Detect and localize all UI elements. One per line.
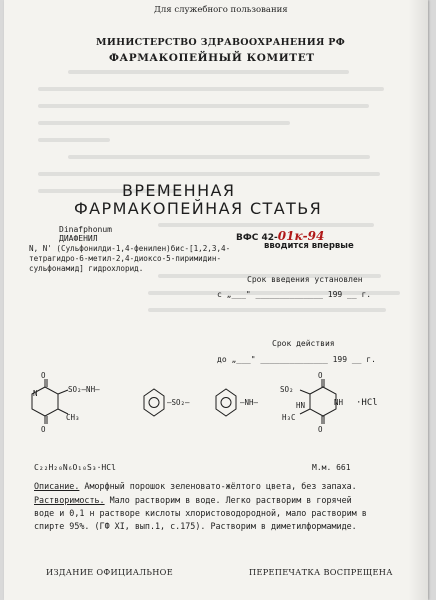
chemical-name-line-3: сульфонамид] гидрохлорид.	[29, 264, 144, 273]
right-benzene-ring	[216, 389, 236, 416]
footer-official-edition: ИЗДАНИЕ ОФИЦИАЛЬНОЕ	[46, 567, 173, 577]
left-n-label: N	[33, 389, 38, 398]
right-h3c: H₃C	[282, 413, 296, 422]
solubility-line-1	[34, 495, 352, 505]
molecular-mass: М.м. 661	[312, 463, 351, 472]
left-sulfonamide: SO₂–NH–	[68, 385, 100, 394]
hcl-label: ·HCl	[356, 398, 378, 408]
structural-formula	[4, 372, 428, 460]
drug-latin-name: Dinafphonum	[59, 225, 112, 234]
term-validity-label: Срок действия	[272, 339, 335, 348]
solubility-label: Растворимость.	[34, 495, 105, 505]
ministry-heading: МИНИСТЕРСТВО ЗДРАВООХРАНЕНИЯ РФ	[96, 37, 346, 48]
term-established-label: Срок введения установлен	[247, 275, 363, 284]
left-o-bottom: O	[41, 425, 46, 434]
chemical-name-line-1: N, N' (Сульфонилди-1,4-фенилен)бис-[1,2,3,4-	[29, 244, 231, 253]
description-text: Аморфный порошок зеленовато-жёлтого цвета, без запаха.	[79, 481, 357, 491]
right-so2: SO₂	[280, 385, 294, 394]
page-edge-shadow	[408, 0, 428, 600]
right-pyrimidine-ring	[310, 387, 336, 416]
left-benzene-ring	[144, 389, 164, 416]
term-validity-date: до „___" ______________ 199 __ г.	[217, 355, 376, 364]
solubility-text-1: Мало растворим в воде. Легко растворим в горячей	[104, 495, 352, 505]
left-o-top: O	[41, 372, 46, 380]
right-o-top: O	[318, 372, 323, 380]
chemical-name-line-2: тетрагидро-6-метил-2,4-диоксо-5-пиримидин-	[29, 254, 222, 263]
title-line-1: ВРЕМЕННАЯ	[122, 181, 236, 200]
footer-reprint-prohibited: ПЕРЕПЕЧАТКА ВОСПРЕЩЕНА	[249, 567, 393, 577]
title-line-2: ФАРМАКОПЕЙНАЯ СТАТЬЯ	[74, 199, 323, 218]
description-label: Описание.	[34, 481, 80, 491]
center-so2: –SO₂–	[167, 398, 190, 407]
solubility-line-3: спирте 95%. (ГФ XI, вып.1, с.175). Растворим в диметилформамиде.	[34, 521, 357, 531]
left-ch3: CH₃	[66, 413, 80, 422]
classification-note: Для служебного пользования	[154, 5, 288, 15]
right-nh-label: NH	[334, 398, 344, 407]
description-paragraph	[34, 481, 357, 491]
right-o-bottom: O	[318, 425, 323, 434]
committee-heading: ФАРМАКОПЕЙНЫЙ КОМИТЕТ	[109, 52, 315, 64]
solubility-line-2: воде и 0,1 н растворе кислоты хлористоводородной, мало растворим в	[34, 508, 367, 518]
document-page	[4, 0, 428, 600]
right-nh: –NH–	[240, 398, 259, 407]
drug-russian-name: ДИАФЕНИЛ	[59, 234, 98, 243]
vfs-prefix: ВФС 42-	[236, 233, 278, 243]
vfs-handwritten-number: 01к-94	[277, 229, 325, 243]
molecular-formula: C₂₂H₂₀N₆O₁₀S₃·HCl	[34, 463, 116, 472]
term-established-date: с „___" ______________ 199 __ г.	[217, 290, 372, 299]
right-hn-label: HN	[296, 401, 306, 410]
chemical-name	[29, 244, 230, 274]
introduced-status: вводится впервые	[264, 241, 354, 251]
